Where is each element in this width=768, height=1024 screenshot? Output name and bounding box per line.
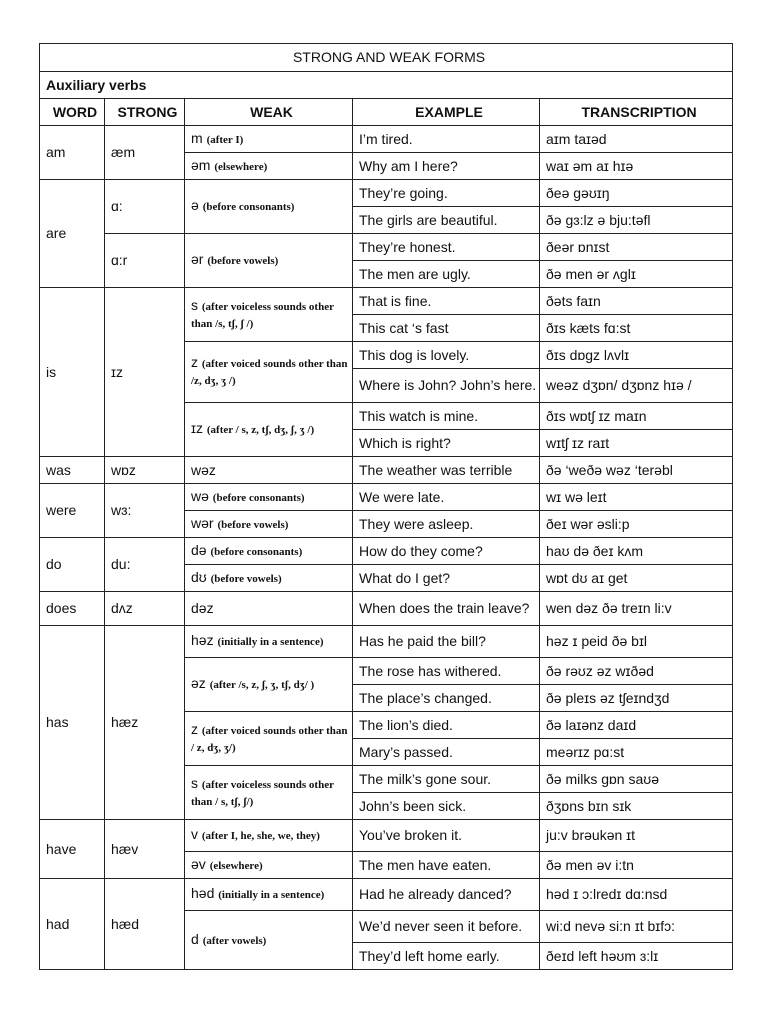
transcription-cell: aɪm taɪəd: [540, 126, 733, 153]
weak-form: həz: [191, 632, 214, 648]
example-cell: You’ve broken it.: [353, 820, 540, 852]
transcription-cell: ðeə gəʊɪŋ: [540, 180, 733, 207]
weak-form-note: (after I): [206, 133, 244, 146]
weak-form: əm: [191, 156, 211, 173]
header-transcription: TRANSCRIPTION: [540, 99, 733, 126]
transcription-cell: həz ɪ peid ðə bɪl: [540, 626, 733, 658]
weak-form-note: (elsewhere): [214, 160, 268, 173]
weak-form-cell: [185, 592, 353, 626]
example-cell: The men are ugly.: [353, 261, 540, 288]
strong-form-cell: ɪz: [105, 288, 185, 457]
page-title: STRONG AND WEAK FORMS: [40, 44, 733, 72]
transcription-cell: weəz dʒɒn/ dʒɒnz hɪə /: [540, 369, 733, 403]
example-cell: The milk’s gone sour.: [353, 766, 540, 793]
word-cell: are: [40, 180, 105, 288]
word-cell: does: [40, 592, 105, 626]
example-cell: This cat ‘s fast: [353, 315, 540, 342]
word-cell: was: [40, 457, 105, 484]
transcription-cell: wen dəz ðə treɪn li:v: [540, 592, 733, 626]
example-cell: The lion’s died.: [353, 712, 540, 739]
example-cell: Mary’s passed.: [353, 739, 540, 766]
transcription-cell: ðəts faɪn: [540, 288, 733, 315]
example-cell: They’re going.: [353, 180, 540, 207]
transcription-cell: ðeɪd left həʊm ɜ:lɪ: [540, 943, 733, 970]
weak-form: z: [191, 720, 198, 737]
weak-form-note: (after voiceless sounds other than / s, tʃ, ʃ/): [191, 778, 334, 808]
transcription-cell: wɒt dʊ aɪ get: [540, 565, 733, 592]
example-cell: The rose has withered.: [353, 658, 540, 685]
weak-form-note: (before vowels): [207, 255, 279, 267]
word-cell: is: [40, 288, 105, 457]
weak-form: wər: [191, 514, 214, 531]
weak-form-cell: [185, 457, 353, 484]
weak-form-cell: [185, 626, 353, 658]
weak-form: s: [191, 296, 198, 313]
example-cell: They’d left home early.: [353, 943, 540, 970]
weak-form-cell: [185, 538, 353, 565]
weak-form-cell: [185, 234, 353, 288]
weak-form: ə: [191, 197, 199, 213]
table-row: [40, 592, 733, 626]
weak-form: m: [191, 129, 203, 146]
weak-form-cell: [185, 712, 353, 766]
weak-form-cell: [185, 911, 353, 970]
transcription-cell: ðə men əv i:tn: [540, 852, 733, 879]
transcription-cell: həd ɪ ɔ:lredɪ dɑ:nsd: [540, 879, 733, 911]
weak-form: də: [191, 541, 207, 558]
weak-form-note: (before consonants): [212, 491, 305, 504]
weak-form: s: [191, 774, 198, 791]
transcription-cell: ðə ‘weðə wəz ‘terəbl: [540, 457, 733, 484]
weak-form-note: (before vowels): [210, 572, 282, 585]
example-cell: Which is right?: [353, 430, 540, 457]
example-cell: They’re honest.: [353, 234, 540, 261]
example-cell: This watch is mine.: [353, 403, 540, 430]
weak-form: əz: [191, 675, 206, 691]
transcription-cell: haʊ də ðeɪ kʌm: [540, 538, 733, 565]
strong-weak-forms-table: [39, 43, 733, 970]
header-word: WORD: [40, 99, 105, 126]
weak-form: həd: [191, 885, 215, 901]
transcription-cell: ðə milks gɒn saʊə: [540, 766, 733, 793]
example-cell: Where is John? John’s here.: [353, 369, 540, 403]
weak-form-note: (before vowels): [217, 518, 289, 531]
example-cell: Had he already danced?: [353, 879, 540, 911]
transcription-cell: ju:v brəukən ɪt: [540, 820, 733, 852]
weak-form-cell: [185, 852, 353, 879]
weak-form-cell: [185, 403, 353, 457]
weak-form-cell: [185, 879, 353, 911]
strong-form-cell: wɜ:: [105, 484, 185, 538]
transcription-cell: ðɪs dɒgz lʌvlɪ: [540, 342, 733, 369]
weak-form-note: (after vowels): [202, 934, 267, 947]
example-cell: The place’s changed.: [353, 685, 540, 712]
example-cell: How do they come?: [353, 538, 540, 565]
example-cell: This dog is lovely.: [353, 342, 540, 369]
example-cell: We’d never seen it before.: [353, 911, 540, 943]
table-row: [40, 234, 733, 261]
strong-form-cell: hæz: [105, 626, 185, 820]
weak-form-cell: [185, 565, 353, 592]
example-cell: John’s been sick.: [353, 793, 540, 820]
word-cell: has: [40, 626, 105, 820]
word-cell: do: [40, 538, 105, 592]
weak-form-note: (before consonants): [202, 201, 295, 213]
weak-form-cell: [185, 820, 353, 852]
strong-form-cell: dʌz: [105, 592, 185, 626]
strong-form-cell: wɒz: [105, 457, 185, 484]
example-cell: I’m tired.: [353, 126, 540, 153]
transcription-cell: ðɪs wɒtʃ ɪz maɪn: [540, 403, 733, 430]
transcription-cell: ðə pleɪs əz tʃeɪndʒd: [540, 685, 733, 712]
example-cell: We were late.: [353, 484, 540, 511]
transcription-cell: wɪ wə leɪt: [540, 484, 733, 511]
weak-form-cell: [185, 153, 353, 180]
weak-form: ɪz: [191, 420, 203, 436]
weak-form: wəz: [191, 461, 216, 478]
weak-form-note: (after voiced sounds other than / z, dʒ, ʒ/): [191, 724, 348, 754]
weak-form: ər: [191, 251, 204, 267]
table-row: [40, 879, 733, 911]
example-cell: They were asleep.: [353, 511, 540, 538]
transcription-cell: waɪ əm aɪ hɪə: [540, 153, 733, 180]
table-row: [40, 126, 733, 153]
table-row: [40, 820, 733, 852]
example-cell: The men have eaten.: [353, 852, 540, 879]
header-strong: STRONG: [105, 99, 185, 126]
weak-form: dəz: [191, 600, 214, 616]
word-cell: am: [40, 126, 105, 180]
weak-form-cell: [185, 180, 353, 234]
header-example: EXAMPLE: [353, 99, 540, 126]
transcription-cell: ðə laɪənz daɪd: [540, 712, 733, 739]
header-row: [40, 99, 733, 126]
table-row: [40, 484, 733, 511]
weak-form-note: (after I, he, she, we, they): [201, 830, 320, 842]
weak-form-cell: [185, 766, 353, 820]
weak-form-cell: [185, 288, 353, 342]
table-row: [40, 457, 733, 484]
table-row: [40, 538, 733, 565]
example-cell: What do I get?: [353, 565, 540, 592]
strong-form-cell: ɑ:r: [105, 234, 185, 288]
transcription-cell: ðə gɜ:lz ə bju:təfl: [540, 207, 733, 234]
weak-form-note: (before consonants): [210, 545, 303, 558]
weak-form-note: (after voiceless sounds other than /s, tʃ, ʃ /): [191, 300, 334, 330]
header-weak: WEAK: [185, 99, 353, 126]
weak-form: wə: [191, 487, 209, 504]
example-cell: Why am I here?: [353, 153, 540, 180]
strong-form-cell: hæd: [105, 879, 185, 970]
table-row: [40, 626, 733, 658]
section-heading: Auxiliary verbs: [40, 72, 733, 99]
table-row: [40, 288, 733, 315]
word-cell: had: [40, 879, 105, 970]
strong-form-cell: ɑ:: [105, 180, 185, 234]
weak-form: d: [191, 930, 199, 947]
table-row: [40, 180, 733, 207]
weak-form-note: (initially in a sentence): [218, 889, 325, 901]
transcription-cell: ðeɪ wər əsli:p: [540, 511, 733, 538]
transcription-cell: wɪtʃ ɪz raɪt: [540, 430, 733, 457]
weak-form-note: (elsewhere): [209, 859, 263, 872]
word-cell: have: [40, 820, 105, 879]
transcription-cell: ðeər ɒnɪst: [540, 234, 733, 261]
strong-form-cell: hæv: [105, 820, 185, 879]
transcription-cell: meərɪz pɑ:st: [540, 739, 733, 766]
transcription-cell: ðə rəʊz əz wɪðəd: [540, 658, 733, 685]
weak-form-note: (after / s, z, tʃ, dʒ, ʃ, ʒ /): [206, 424, 315, 436]
weak-form-cell: [185, 342, 353, 403]
weak-form-note: (after voiced sounds other than /z, dʒ, ʒ /): [191, 358, 348, 387]
transcription-cell: ðɪs kæts fɑ:st: [540, 315, 733, 342]
weak-form: v: [191, 826, 198, 842]
strong-form-cell: du:: [105, 538, 185, 592]
transcription-cell: ðə men ər ʌglɪ: [540, 261, 733, 288]
word-cell: were: [40, 484, 105, 538]
weak-form-cell: [185, 658, 353, 712]
example-cell: Has he paid the bill?: [353, 626, 540, 658]
transcription-cell: wi:d nevə si:n ɪt bɪfɔ:: [540, 911, 733, 943]
transcription-cell: ðʒɒns bɪn sɪk: [540, 793, 733, 820]
weak-form: z: [191, 354, 198, 370]
weak-form-cell: [185, 484, 353, 511]
weak-form-note: (after /s, z, ʃ, ʒ, tʃ, dʒ/ ): [209, 679, 315, 691]
weak-form-cell: [185, 126, 353, 153]
weak-form-cell: [185, 511, 353, 538]
example-cell: The weather was terrible: [353, 457, 540, 484]
weak-form-note: (initially in a sentence): [217, 636, 324, 648]
weak-form: dʊ: [191, 568, 207, 585]
example-cell: When does the train leave?: [353, 592, 540, 626]
strong-form-cell: æm: [105, 126, 185, 180]
weak-form: əv: [191, 855, 206, 872]
example-cell: That is fine.: [353, 288, 540, 315]
example-cell: The girls are beautiful.: [353, 207, 540, 234]
